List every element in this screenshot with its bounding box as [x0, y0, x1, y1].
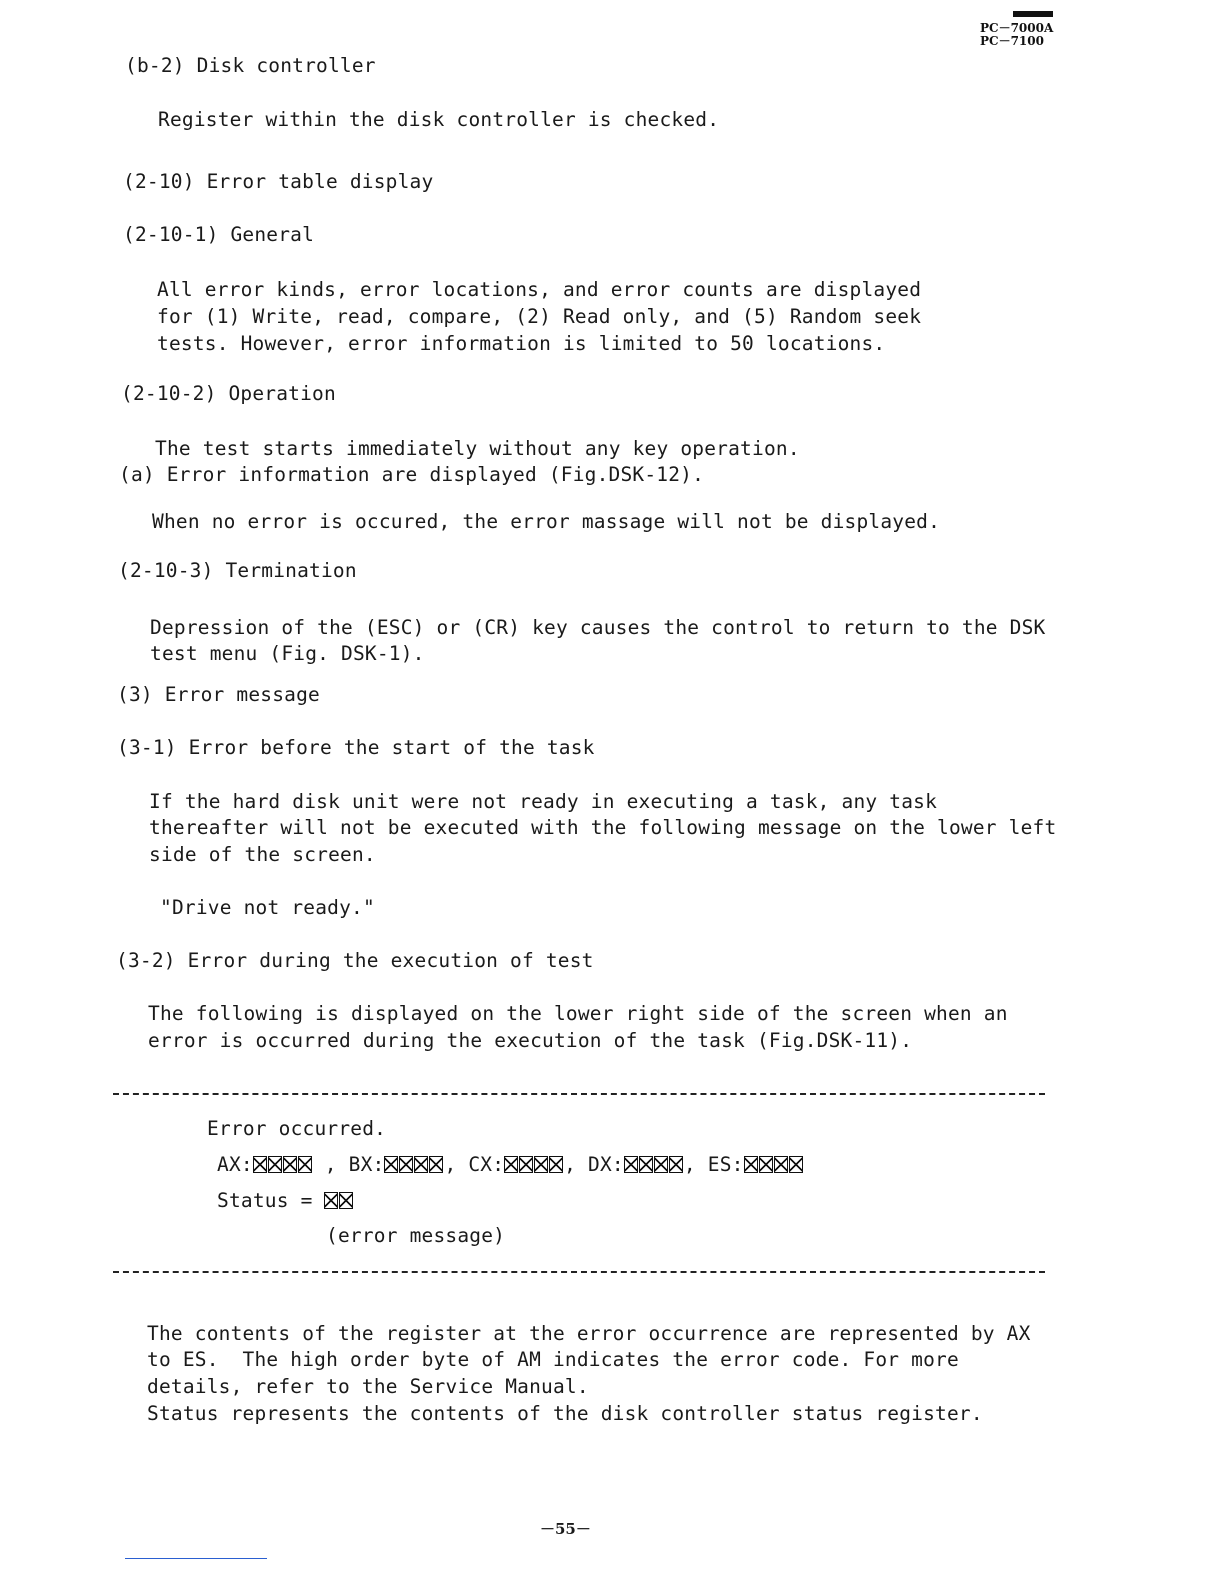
dashed-divider-top	[113, 1093, 1045, 1095]
page-number: －55－	[540, 1520, 591, 1538]
paragraph-b2: Register within the disk controller is checked.	[158, 108, 720, 131]
placeholder-glyph	[774, 1156, 788, 1173]
paragraph-line: When no error is occured, the error massage will not be displayed.	[152, 510, 941, 533]
paragraph-line: All error kinds, error locations, and error counts are displayed	[157, 278, 922, 301]
placeholder-glyph	[429, 1156, 443, 1173]
paragraph-line: Depression of the (ESC) or (CR) key causes the control to return to the DSK	[150, 616, 1046, 639]
paragraph-line: for (1) Write, read, compare, (2) Read only, and (5) Random seek	[157, 305, 922, 328]
placeholder-glyph	[268, 1156, 282, 1173]
header-mark	[1013, 11, 1053, 17]
placeholder-glyph	[283, 1156, 297, 1173]
placeholder-glyph	[324, 1192, 338, 1209]
paragraph-line: tests. However, error information is limited to 50 locations.	[157, 332, 886, 355]
heading-2-10-1: (2-10-1) General	[123, 223, 315, 246]
es-label: , ES:	[683, 1153, 744, 1176]
status-line	[217, 1189, 354, 1212]
quoted-message: "Drive not ready."	[160, 896, 375, 919]
placeholder-glyph	[744, 1156, 758, 1173]
dashed-divider-bottom	[113, 1271, 1045, 1273]
paragraph-line: The test starts immediately without any key operation.	[155, 437, 800, 460]
heading-b2: (b-2) Disk controller	[125, 54, 376, 77]
dx-label: , DX:	[564, 1153, 624, 1176]
placeholder-glyph	[384, 1156, 398, 1173]
paragraph-line: details, refer to the Service Manual.	[147, 1375, 589, 1398]
paragraph-line: The following is displayed on the lower right side of the screen when an	[148, 1002, 1008, 1025]
placeholder-glyph	[519, 1156, 533, 1173]
cx-label: , CX:	[444, 1153, 505, 1176]
paragraph-line: thereafter will not be executed with the following message on the lower left	[149, 816, 1057, 839]
paragraph-line: side of the screen.	[149, 843, 376, 866]
register-line	[217, 1153, 804, 1176]
screen-error-occurred: Error occurred.	[207, 1117, 387, 1140]
placeholder-glyph	[339, 1192, 353, 1209]
heading-2-10: (2-10) Error table display	[123, 170, 434, 193]
placeholder-glyph	[759, 1156, 773, 1173]
paragraph-line: The contents of the register at the error occurrence are represented by AX	[147, 1322, 1031, 1345]
placeholder-glyph	[789, 1156, 803, 1173]
model-number-1: PC－7000A	[980, 21, 1054, 35]
model-number-2: PC－7100	[980, 34, 1044, 48]
heading-3-1: (3-1) Error before the start of the task	[117, 736, 595, 759]
placeholder-glyph	[654, 1156, 668, 1173]
bx-label: , BX:	[312, 1153, 385, 1176]
heading-3-2: (3-2) Error during the execution of test	[116, 949, 594, 972]
placeholder-glyph	[639, 1156, 653, 1173]
placeholder-glyph	[549, 1156, 563, 1173]
ax-label: AX:	[217, 1153, 253, 1176]
heading-2-10-3: (2-10-3) Termination	[118, 559, 357, 582]
paragraph-line: Status represents the contents of the disk controller status register.	[147, 1402, 983, 1425]
paragraph-line: If the hard disk unit were not ready in executing a task, any task	[149, 790, 938, 813]
error-message-placeholder: (error message)	[326, 1224, 506, 1247]
paragraph-line: test menu (Fig. DSK-1).	[150, 642, 425, 665]
placeholder-glyph	[298, 1156, 312, 1173]
heading-2-10-2: (2-10-2) Operation	[121, 382, 336, 405]
placeholder-glyph	[669, 1156, 683, 1173]
placeholder-glyph	[399, 1156, 413, 1173]
heading-3: (3) Error message	[117, 683, 320, 706]
placeholder-glyph	[624, 1156, 638, 1173]
paragraph-line: (a) Error information are displayed (Fig.DSK-12).	[119, 463, 705, 486]
paragraph-line: error is occurred during the execution of the task (Fig.DSK-11).	[148, 1029, 913, 1052]
placeholder-glyph	[414, 1156, 428, 1173]
placeholder-glyph	[504, 1156, 518, 1173]
placeholder-glyph	[534, 1156, 548, 1173]
placeholder-glyph	[253, 1156, 267, 1173]
paragraph-line: to ES. The high order byte of AM indicates the error code. For more	[147, 1348, 959, 1371]
footer-rule	[125, 1558, 267, 1559]
status-label: Status =	[217, 1189, 325, 1212]
